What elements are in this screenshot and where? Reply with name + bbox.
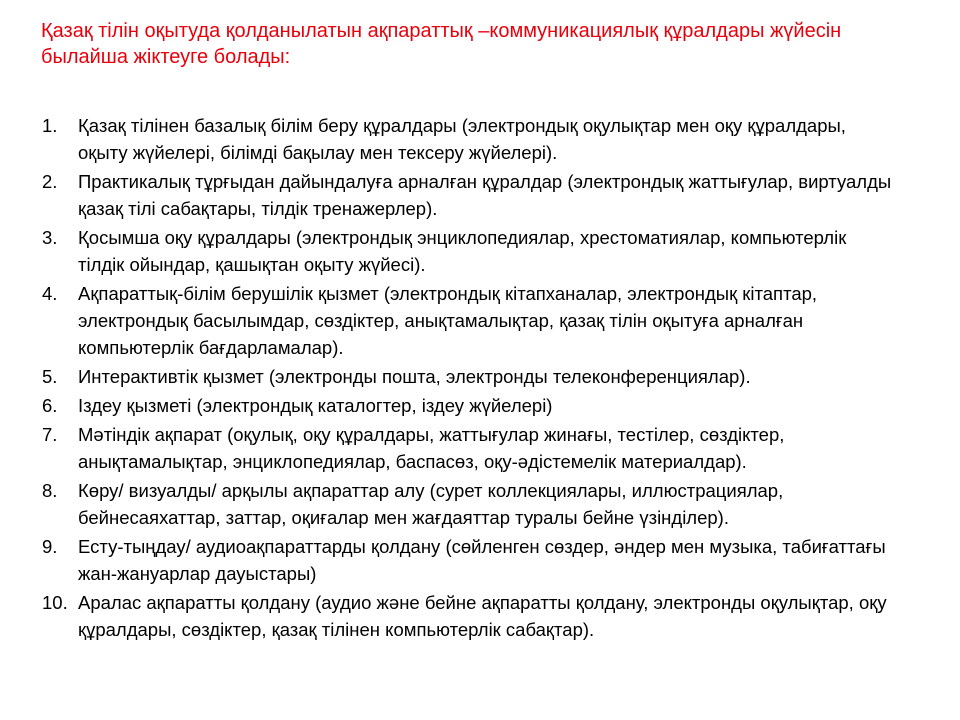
list-item bbox=[42, 363, 922, 390]
list-item-number: 8. bbox=[42, 480, 58, 501]
list-item bbox=[42, 589, 922, 643]
list-item-number: 10. bbox=[42, 592, 68, 613]
list-item-text: Аралас ақпаратты қолдану (аудио және бейне ақпаратты қолдану, электронды оқулықтар, оқу құралдары, сөздіктер, қазақ тілінен компьютерлік сабақтар). bbox=[78, 592, 887, 640]
list-item bbox=[42, 280, 922, 361]
list-item-text: Қосымша оқу құралдары (электрондық энциклопедиялар, хрестоматиялар, компьютерлік тілдік ойындар, қашықтан оқыту жүйесі). bbox=[78, 227, 847, 275]
list-item bbox=[42, 533, 922, 587]
list-item-number: 5. bbox=[42, 366, 58, 387]
list-item-text: Қазақ тілінен базалық білім беру құралдары (электрондық оқулықтар мен оқу құралдары, оқыту жүйелері, білімді бақылау мен тексеру жүйелері). bbox=[78, 115, 846, 163]
slide-title: Қазақ тілін оқытуда қолданылатын ақпараттық –коммуникациялық құралдары жүйесін былайша жіктеуге болады: bbox=[41, 20, 842, 68]
list-item bbox=[42, 168, 922, 222]
list-item-text: Көру/ визуалды/ арқылы ақпараттар алу (сурет коллекциялары, иллюстрациялар, бейнесаяхаттар, заттар, оқиғалар мен жағдаяттар туралы бейне үзінділер). bbox=[78, 480, 784, 528]
classification-list bbox=[42, 112, 922, 645]
list-item-text: Интерактивтік қызмет (электронды пошта, электронды телеконференциялар). bbox=[78, 366, 751, 387]
list-item-text: Ақпараттық-білім берушілік қызмет (электрондық кітапханалар, электрондық кітаптар, электрондық басылымдар, сөздіктер, анықтамалықтар, қазақ тілін оқытуға арналған компьютерлік бағдарламалар). bbox=[78, 283, 818, 358]
list-item bbox=[42, 421, 922, 475]
list-item-number: 7. bbox=[42, 424, 58, 445]
list-item bbox=[42, 477, 922, 531]
list-item bbox=[42, 112, 922, 166]
list-item-number: 2. bbox=[42, 171, 58, 192]
list-item-number: 3. bbox=[42, 227, 58, 248]
list-item-number: 6. bbox=[42, 395, 58, 416]
list-item-number: 1. bbox=[42, 115, 58, 136]
list-item bbox=[42, 224, 922, 278]
list-item bbox=[42, 392, 922, 419]
list-item-text: Практикалық тұрғыдан дайындалуға арналған құралдар (электрондық жаттығулар, виртуалды қазақ тілі сабақтары, тілдік тренажерлер). bbox=[78, 171, 892, 219]
list-item-number: 4. bbox=[42, 283, 58, 304]
list-item-number: 9. bbox=[42, 536, 58, 557]
list-item-text: Мәтіндік ақпарат (оқулық, оқу құралдары, жаттығулар жинағы, тестілер, сөздіктер, анықтамалықтар, энциклопедиялар, баспасөз, оқу-әдістемелік материалдар). bbox=[78, 424, 785, 472]
list-item-text: Есту-тыңдау/ аудиоақпараттарды қолдану (сөйленген сөздер, әндер мен музыка, табиғаттағы жан-жануарлар дауыстары) bbox=[78, 536, 886, 584]
list-item-text: Іздеу қызметі (электрондық каталогтер, іздеу жүйелері) bbox=[78, 395, 553, 416]
